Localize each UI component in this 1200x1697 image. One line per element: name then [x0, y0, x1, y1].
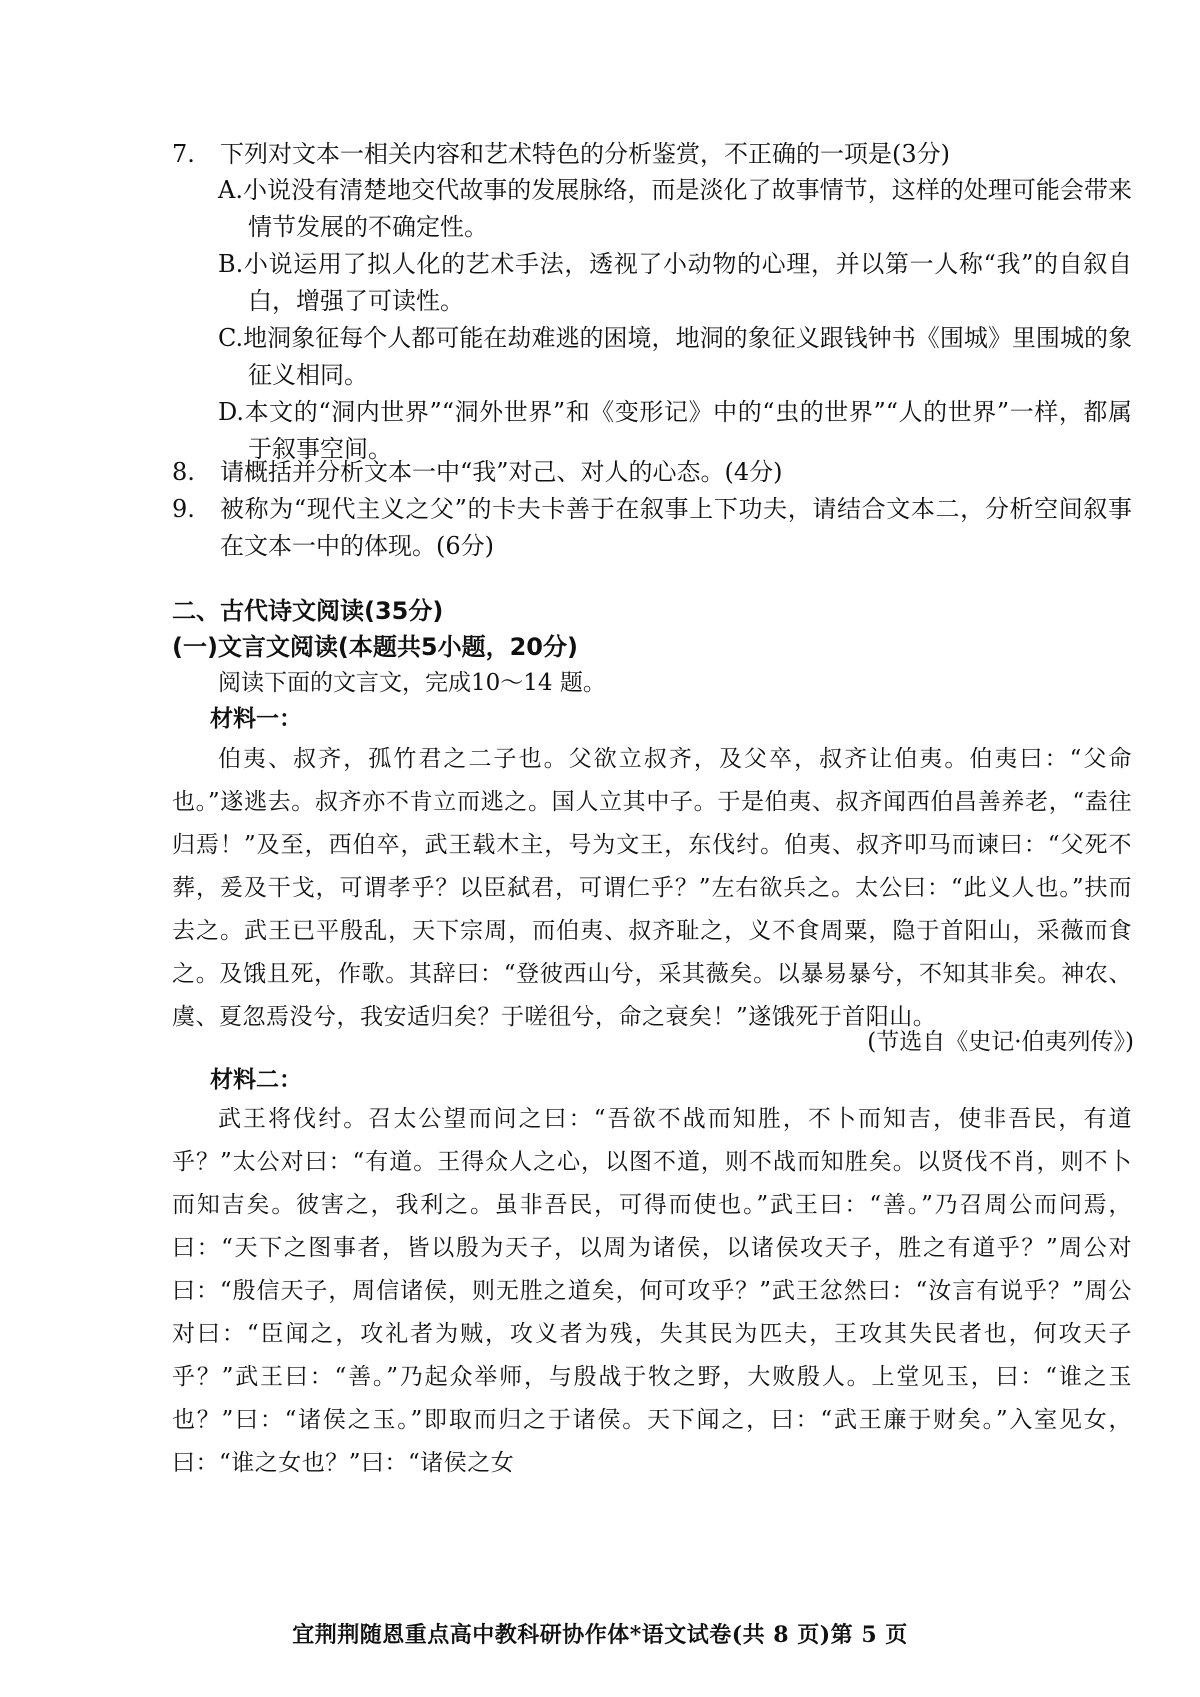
material-2-text: 武王将伐纣。召太公望而问之曰：“吾欲不战而知胜，不卜而知吉，使非吾民，有道乎？”太公对曰：“有道。王得众人之心，以图不道，则不战而知胜矣。以贤伐不肖，则不卜而知吉矣。彼害之，我利之。虽非吾民，可得而使也。”武王曰：“善。”乃召周公而问焉，曰：“天下之图事者，皆以殷为天子，以周为诸侯，以诸侯攻天子，胜之有道乎？”周公对曰：“殷信天子，周信诸侯，则无胜之道矣，何可攻乎？”武王忿然曰：“汝言有说乎？”周公对曰：“臣闻之，攻礼者为贼，攻义者为残，失其民为匹夫，王攻其失民者也，何攻天子乎？”武王曰：“善。”乃起众举师，与殷战于牧之野，大败殷人。上堂见玉，曰：“谁之玉也？”曰：“诸侯之玉。”即取而归之于诸侯。天下闻之，曰：“武王廉于财矣。”入室见女，曰：“谁之女也？”曰：“诸侯之女 [172, 1106, 1132, 1476]
question-7 [172, 136, 1132, 173]
option-b: B.小说运用了拟人化的艺术手法，透视了小动物的心理，并以第一人称“我”的自叙自白，增强了可读性。 [218, 250, 1132, 315]
question-number: 8. [172, 458, 195, 486]
question-number: 7. [172, 140, 195, 168]
material-1-text: 伯夷、叔齐，孤竹君之二子也。父欲立叔齐，及父卒，叔齐让伯夷。伯夷曰：“父命也。”遂逃去。叔齐亦不肯立而逃之。国人立其中子。于是伯夷、叔齐闻西伯昌善养老，“盍往归焉！”及至，西伯卒，武王载木主，号为文王，东伐纣。伯夷、叔齐叩马而谏曰：“父死不葬，爰及干戈，可谓孝乎？以臣弑君，可谓仁乎？”左右欲兵之。太公曰：“此义人也。”扶而去之。武王已平殷乱，天下宗周，而伯夷、叔齐耻之，义不食周粟，隐于首阳山，采薇而食之。及饿且死，作歌。其辞曰：“登彼西山兮，采其薇矣。以暴易暴兮，不知其非矣。神农、虞、夏忽焉没兮，我安适归矣？于嗟徂兮，命之衰矣！”遂饿死于首阳山。 [172, 746, 1132, 1030]
question-number: 9. [172, 495, 195, 523]
question-7-options [218, 172, 1132, 468]
question-9 [172, 491, 1132, 565]
section-title: 二、古代诗文阅读(35分) [172, 597, 444, 625]
question-stem: 下列对文本一相关内容和艺术特色的分析鉴赏，不正确的一项是(3分) [220, 140, 950, 168]
section-subtitle: (一)文言文阅读(本题共5小题，20分) [172, 633, 578, 661]
option-c: C.地洞象征每个人都可能在劫难逃的困境，地洞的象征义跟钱钟书《围城》里围城的象征义相同。 [218, 324, 1132, 389]
page-footer: 宜荆荆随恩重点高中教科研协作体*语文试卷(共 8 页)第 5 页 [292, 1622, 908, 1648]
material-2-title: 材料二： [210, 1067, 302, 1093]
option-a: A.小说没有清楚地交代故事的发展脉络，而是淡化了故事情节，这样的处理可能会带来情节发展的不确定性。 [218, 176, 1132, 241]
question-8 [172, 454, 1132, 491]
material-1-source: (节选自《史记·伯夷列传》) [867, 1029, 1134, 1055]
material-1-title: 材料一： [210, 706, 302, 732]
question-stem: 被称为“现代主义之父”的卡夫卡善于在叙事上下功夫，请结合文本二，分析空间叙事在文本一中的体现。(6分) [220, 495, 1132, 560]
question-stem: 请概括并分析文本一中“我”对己、对人的心态。(4分) [220, 458, 783, 486]
section-instruction: 阅读下面的文言文，完成10～14 题。 [218, 670, 606, 696]
option-d: D.本文的“洞内世界”“洞外世界”和《变形记》中的“虫的世界”“人的世界”一样，都属于叙事空间。 [218, 398, 1132, 463]
